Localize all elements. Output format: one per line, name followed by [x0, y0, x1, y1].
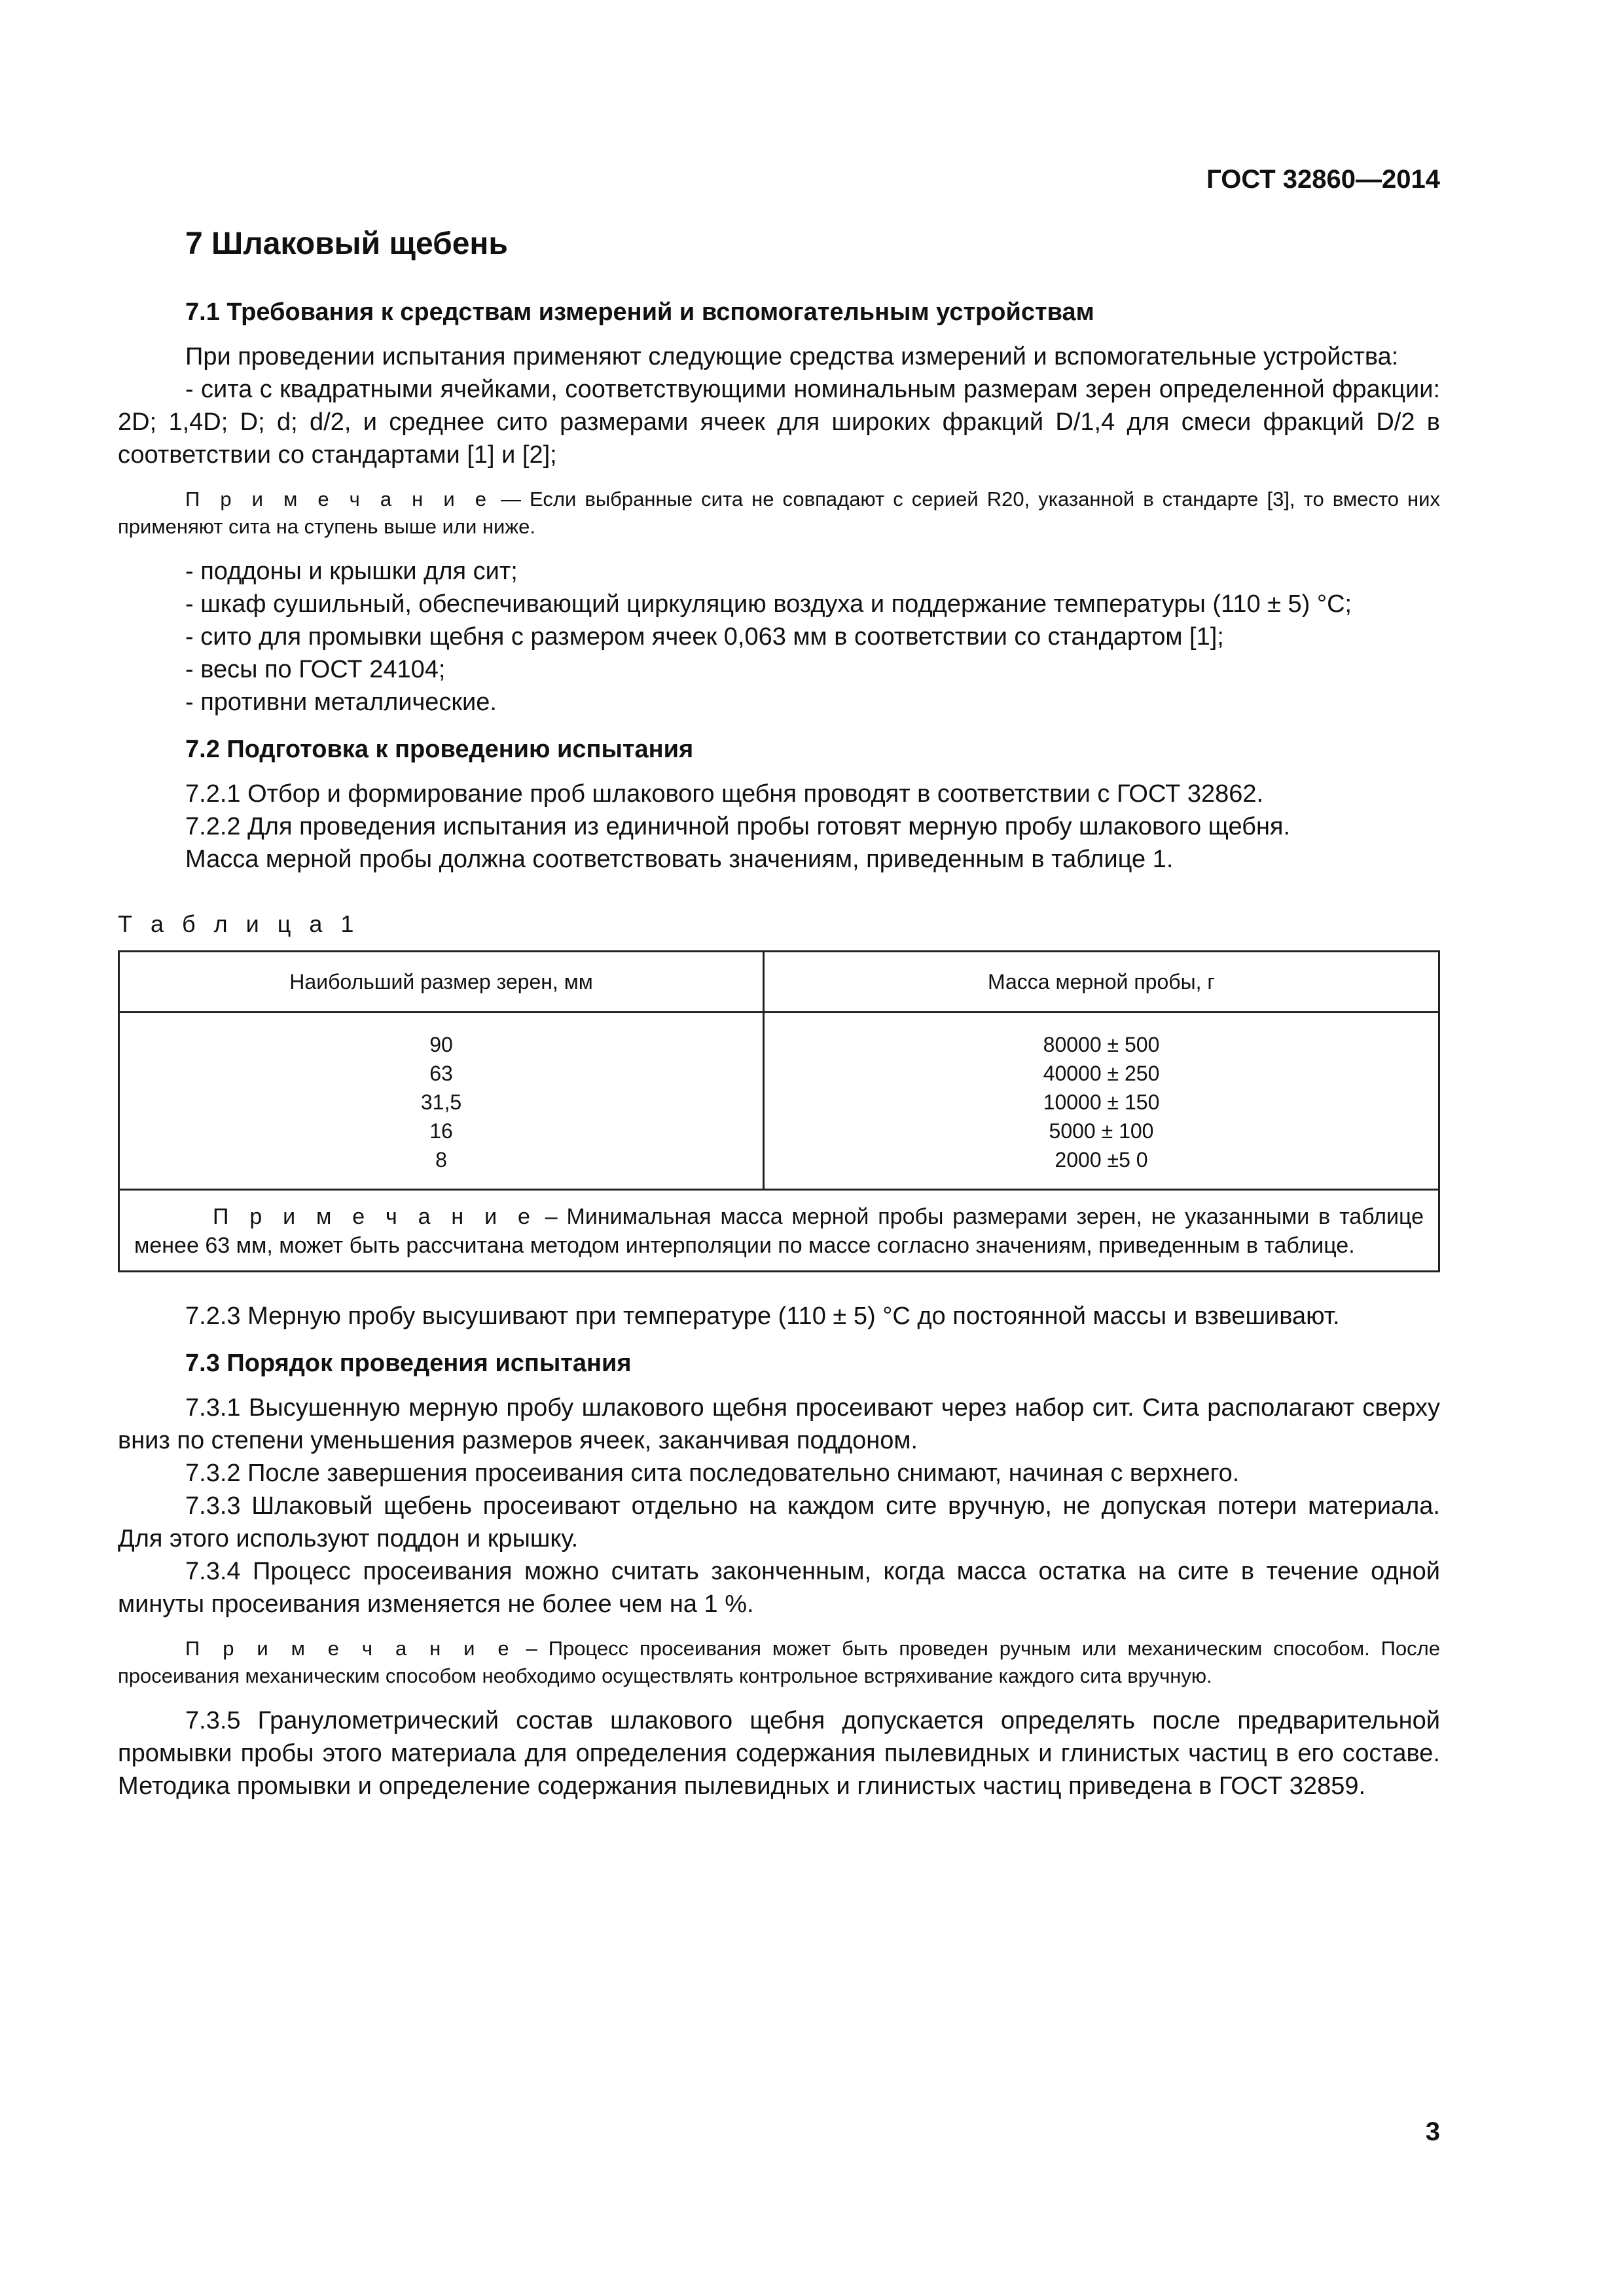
- standard-code: ГОСТ 32860—2014: [1206, 165, 1440, 194]
- note-sieving: [118, 1635, 1440, 1690]
- paragraph-intro: При проведении испытания применяют следующие средства измерений и вспомогательные устройства:: [185, 343, 1399, 370]
- note-text: — Если выбранные сита не совпадают с серией R20, указанной в стандарте [3], то вместо них применяют сита на ступень выше или ниже.: [118, 488, 1440, 538]
- sample-mass-table: [118, 950, 1440, 1272]
- table-header-sample-mass: Масса мерной пробы, г: [764, 952, 1439, 1013]
- document-body: [118, 296, 1440, 1803]
- table-note: [119, 1190, 1439, 1272]
- paragraph-7-2-1: 7.2.1 Отбор и формирование проб шлакового щебня проводят в соответствии с ГОСТ 32862.: [185, 780, 1264, 808]
- subsection-heading-7-2: 7.2 Подготовка к проведению испытания: [185, 736, 694, 763]
- table-cell: 80000 ± 500: [1043, 1033, 1160, 1056]
- list-item-wash-sieve: - сито для промывки щебня с размером ячеек 0,063 мм в соответствии со стандартом [1];: [185, 623, 1224, 651]
- table-cell: 90: [429, 1033, 453, 1056]
- table-cell: 5000 ± 100: [1049, 1119, 1154, 1143]
- table-cell: 10000 ± 150: [1043, 1090, 1160, 1114]
- table-note-label: П р и м е ч а н и е: [213, 1204, 536, 1229]
- table-cell-masses: [764, 1013, 1439, 1190]
- paragraph-7-3-2: 7.3.2 После завершения просеивания сита последовательно снимают, начиная с верхнего.: [185, 1460, 1240, 1487]
- table-cell-grain-sizes: [119, 1013, 764, 1190]
- list-item-sieves: - сита с квадратными ячейками, соответствующими номинальным размерам зерен определенной фракции: 2D; 1,4D; D; d; d/2, и среднее сито размерами ячеек для широких фракций D/1,4 для смеси фракций D/2 в соответствии со стандартами [1] и [2];: [118, 376, 1440, 469]
- list-item-pans: - противни металлические.: [185, 689, 497, 716]
- paragraph-7-3-5: 7.3.5 Гранулометрический состав шлакового щебня допускается определять после предварительной промывки пробы этого материала для определения содержания пылевидных и глинистых частиц в его составе. Методика промывки и определение содержания пылевидных и глинистых частиц приведена в ГОСТ 32859.: [118, 1707, 1440, 1800]
- table-cell: 31,5: [420, 1090, 462, 1114]
- table-header-grain-size: Наибольший размер зерен, мм: [119, 952, 764, 1013]
- table-cell: 16: [429, 1119, 453, 1143]
- paragraph-7-2-2: 7.2.2 Для проведения испытания из единичной пробы готовят мерную пробу шлакового щебня.: [185, 813, 1291, 840]
- paragraph-7-2-3: 7.2.3 Мерную пробу высушивают при температуре (110 ± 5) °С до постоянной массы и взвешивают.: [185, 1302, 1340, 1330]
- table-header-row: [119, 952, 1439, 1013]
- document-page: [118, 0, 1440, 2296]
- list-item-trays: - поддоны и крышки для сит;: [185, 558, 518, 585]
- table-note-row: [119, 1190, 1439, 1272]
- note-label: П р и м е ч а н и е: [185, 488, 492, 511]
- note-sieves: [118, 486, 1440, 541]
- section-title: 7 Шлаковый щебень: [185, 226, 508, 261]
- table-cell: 63: [429, 1062, 453, 1085]
- table-caption: Т а б л и ц а 1: [118, 910, 360, 937]
- page-number: 3: [1425, 2117, 1440, 2146]
- paragraph-7-3-4: 7.3.4 Процесс просеивания можно считать законченным, когда масса остатка на сите в течение одной минуты просеивания изменяется не более чем на 1 %.: [118, 1558, 1440, 1618]
- list-item-oven: - шкаф сушильный, обеспечивающий циркуляцию воздуха и поддержание температуры (110 ± 5) °С;: [185, 590, 1352, 618]
- table-cell: 40000 ± 250: [1043, 1062, 1160, 1085]
- table-data-row: [119, 1013, 1439, 1190]
- list-item-scales: - весы по ГОСТ 24104;: [185, 656, 446, 683]
- note-text: – Процесс просеивания может быть проведен ручным или механическим способом. После просеивания механическим способом необходимо осуществлять контрольное встряхивание каждого сита вручную.: [118, 1637, 1440, 1687]
- table-cell: 2000 ±5 0: [1055, 1148, 1148, 1172]
- paragraph-7-3-3: 7.3.3 Шлаковый щебень просеивают отдельно на каждом сите вручную, не допуская потери материала. Для этого используют поддон и крышку.: [118, 1492, 1440, 1552]
- subsection-heading-7-1: 7.1 Требования к средствам измерений и вспомогательным устройствам: [185, 298, 1094, 326]
- table-cell: 8: [435, 1148, 447, 1172]
- paragraph-7-3-1: 7.3.1 Высушенную мерную пробу шлакового щебня просеивают через набор сит. Сита располагают сверху вниз по степени уменьшения размеров ячеек, заканчивая поддоном.: [118, 1394, 1440, 1454]
- subsection-heading-7-3: 7.3 Порядок проведения испытания: [185, 1350, 632, 1377]
- paragraph-7-2-2-mass: Масса мерной пробы должна соответствовать значениям, приведенным в таблице 1.: [185, 846, 1174, 873]
- note-label: П р и м е ч а н и е: [185, 1637, 515, 1660]
- table-note-text: – Минимальная масса мерной пробы размерами зерен, не указанными в таблице менее 63 мм, может быть рассчитана методом интерполяции по массе согласно значениям, приведенным в таблице.: [134, 1204, 1424, 1258]
